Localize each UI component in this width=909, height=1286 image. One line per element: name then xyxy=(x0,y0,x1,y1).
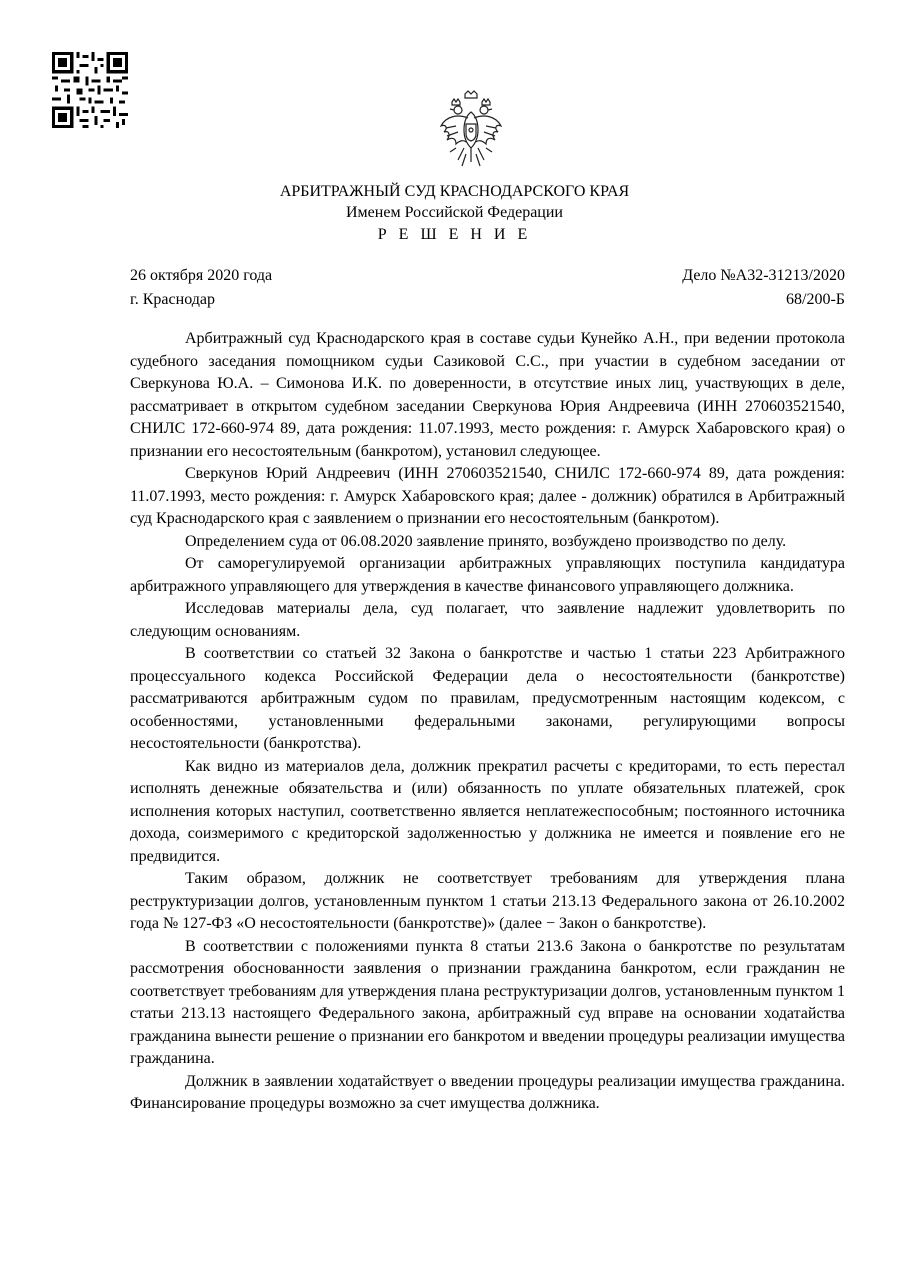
qr-code xyxy=(52,52,128,128)
date-place-block xyxy=(130,264,272,312)
document-body xyxy=(130,328,845,1116)
paragraph: В соответствии с положениями пункта 8 статьи 213.6 Закона о банкротстве по результатам рассмотрения обоснованности заявления о признании гражданина банкротом, если гражданин не соответствует требованиям для утверждения плана реструктуризации долгов, установленным пунктом 1 статьи 213.13 настоящего Федерального закона, арбитражный суд вправе на основании ходатайства гражданина вынести решение о признании его банкротом и введении процедуры реализации имущества гражданина. xyxy=(130,937,845,1067)
document-title: Р Е Ш Е Н И Е xyxy=(377,226,532,243)
paragraph: Арбитражный суд Краснодарского края в составе судьи Кунейко А.Н., при ведении протокола судебного заседания помощником судьи Сазиковой С.С., при участии в судебном заседании от Сверкунова Ю.А. – Симонова И.К. по доверенности, в отсутствие иных лиц, участвующих в деле, рассматривает в открытом судебном заседании Сверкунова Юрия Андреевича (ИНН 270603521540, СНИЛС 172-660-974 89, дата рождения: 11.07.1993, место рождения: г. Амурск Хабаровского края) о признании его несостоятельным (банкротом), установил следующее. xyxy=(130,330,845,460)
paragraph: От саморегулируемой организации арбитражных управляющих поступила кандидатура арбитражного управляющего для утверждения в качестве финансового управляющего должника. xyxy=(130,555,845,595)
case-subnumber: 68/200-Б xyxy=(786,291,845,308)
paragraph: Как видно из материалов дела, должник прекратил расчеты с кредиторами, то есть перестал исполнять денежные обязательства и (или) обязанность по уплате обязательных платежей, срок исполнения которых наступил, соответственно является неплатежеспособным; постоянного источника дохода, соизмеримого с кредиторской задолженностью у должника не имеется и появление его не предвидится. xyxy=(130,757,845,865)
paragraph: Таким образом, должник не соответствует требованиям для утверждения плана реструктуризации долгов, установленным пунктом 1 статьи 213.13 Федерального закона от 26.10.2002 года № 127-ФЗ «О несостоятельности (банкротстве)» (далее − Закон о банкротстве). xyxy=(130,870,845,932)
paragraph: Определением суда от 06.08.2020 заявление принято, возбуждено производство по делу. xyxy=(185,532,787,550)
paragraph: Исследовав материалы дела, суд полагает, что заявление надлежит удовлетворить по следующим основаниям. xyxy=(130,600,845,640)
court-name: АРБИТРАЖНЫЙ СУД КРАСНОДАРСКОГО КРАЯ xyxy=(279,183,630,200)
paragraph: Сверкунов Юрий Андреевич (ИНН 270603521540, СНИЛС 172-660-974 89, дата рождения: 11.07.1993, место рождения: г. Амурск Хабаровского края; далее - должник) обратился в Арбитражный суд Краснодарского края с заявлением о признании его несостоятельным (банкротом). xyxy=(130,465,845,527)
decision-city: г. Краснодар xyxy=(130,291,215,308)
case-number: Дело №А32-31213/2020 xyxy=(682,267,845,284)
name-of-federation-line: Именем Российской Федерации xyxy=(346,204,563,221)
paragraph: В соответствии со статьей 32 Закона о банкротстве и частью 1 статьи 223 Арбитражного процессуального кодекса Российской Федерации дела о несостоятельности (банкротстве) рассматриваются арбитражным судом по правилам, предусмотренным настоящим кодексом, с особенностями, установленными федеральными законами, регулирующими вопросы несостоятельности (банкротства). xyxy=(130,645,845,752)
paragraph: Должник в заявлении ходатайствует о введении процедуры реализации имущества гражданина. Финансирование процедуры возможно за счет имущества должника. xyxy=(130,1072,845,1112)
case-number-block xyxy=(682,264,845,312)
decision-date: 26 октября 2020 года xyxy=(130,267,273,284)
coat-of-arms-emblem xyxy=(438,90,504,172)
